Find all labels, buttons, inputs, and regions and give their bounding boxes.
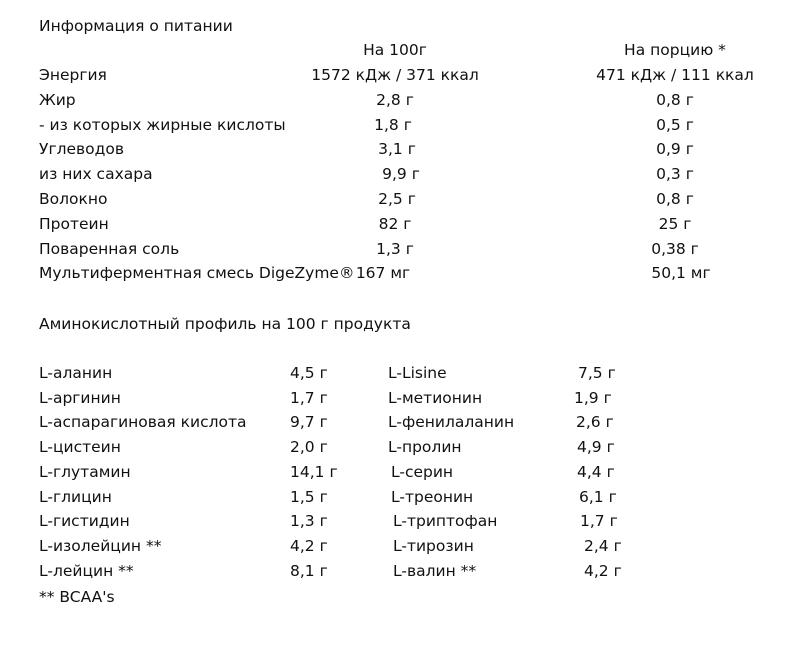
- amino-left-name: L-глицин: [39, 488, 112, 506]
- amino-left-name: L-аспарагиновая кислота: [39, 413, 247, 431]
- amino-left-value: 4,2 г: [290, 537, 328, 555]
- amino-left-value: 4,5 г: [290, 364, 328, 382]
- nutrition-row-per100: 9,9 г: [382, 165, 420, 183]
- amino-left-name: L-гистидин: [39, 512, 130, 530]
- amino-right-value: 4,2 г: [584, 562, 622, 580]
- amino-right-name: L-фенилаланин: [388, 413, 515, 431]
- nutrition-row-serving: 0,38 г: [651, 240, 699, 258]
- amino-left-name: L-изолейцин **: [39, 537, 162, 555]
- nutrition-row-name: Энергия: [39, 66, 107, 84]
- nutrition-row-name: из них сахара: [39, 165, 153, 183]
- amino-right-name: L-пролин: [388, 438, 462, 456]
- amino-right-name: L-триптофан: [393, 512, 498, 530]
- nutrition-row-serving: 471 кДж / 111 ккал: [596, 66, 754, 84]
- amino-left-name: L-цистеин: [39, 438, 121, 456]
- nutrition-row-serving: 0,9 г: [656, 140, 694, 158]
- amino-left-name: L-аргинин: [39, 389, 121, 407]
- nutrition-row-name: Жир: [39, 91, 76, 109]
- amino-left-name: L-аланин: [39, 364, 113, 382]
- amino-left-name: L-глутамин: [39, 463, 131, 481]
- nutrition-row-per100: 1,3 г: [376, 240, 414, 258]
- nutrition-row-name: Углеводов: [39, 140, 124, 158]
- nutrition-row-per100: 3,1 г: [378, 140, 416, 158]
- nutrition-row-serving: 0,8 г: [656, 190, 694, 208]
- amino-left-value: 8,1 г: [290, 562, 328, 580]
- amino-left-value: 2,0 г: [290, 438, 328, 456]
- amino-right-name: L-тирозин: [393, 537, 474, 555]
- amino-right-name: L-валин **: [393, 562, 477, 580]
- nutrition-row-per100: 167 мг: [355, 264, 411, 282]
- amino-right-name: L-Lisine: [388, 364, 447, 382]
- amino-right-value: 4,4 г: [577, 463, 615, 481]
- amino-right-name: L-метионин: [388, 389, 483, 407]
- nutrition-row-serving: 0,3 г: [656, 165, 694, 183]
- amino-right-value: 2,4 г: [584, 537, 622, 555]
- nutrition-row-serving: 25 г: [658, 215, 692, 233]
- nutrition-row-per100: 82 г: [378, 215, 412, 233]
- amino-right-name: L-треонин: [391, 488, 474, 506]
- amino-left-value: 1,7 г: [290, 389, 328, 407]
- nutrition-row-name: Поваренная соль: [39, 240, 180, 258]
- nutrition-row-name: Волокно: [39, 190, 108, 208]
- column-header-per-100g: На 100г: [363, 41, 427, 59]
- nutrition-row-per100: 1572 кДж / 371 ккал: [311, 66, 479, 84]
- amino-left-value: 9,7 г: [290, 413, 328, 431]
- nutrition-row-name: - из которых жирные кислоты: [39, 116, 286, 134]
- nutrition-row-per100: 2,5 г: [378, 190, 416, 208]
- amino-left-value: 14,1 г: [290, 463, 338, 481]
- amino-left-value: 1,3 г: [290, 512, 328, 530]
- nutrition-row-per100: 1,8 г: [374, 116, 412, 134]
- amino-left-name: L-лейцин **: [39, 562, 134, 580]
- amino-left-value: 1,5 г: [290, 488, 328, 506]
- nutrition-row-serving: 50,1 мг: [651, 264, 711, 282]
- nutrition-row-name: Протеин: [39, 215, 109, 233]
- amino-right-name: L-серин: [391, 463, 454, 481]
- amino-right-value: 2,6 г: [576, 413, 614, 431]
- amino-right-value: 1,9 г: [574, 389, 612, 407]
- amino-title: Аминокислотный профиль на 100 г продукта: [39, 315, 411, 333]
- nutrition-row-serving: 0,8 г: [656, 91, 694, 109]
- nutrition-row-serving: 0,5 г: [656, 116, 694, 134]
- amino-footnote: ** BCAA's: [39, 588, 115, 606]
- column-header-per-serving: На порцию *: [624, 41, 726, 59]
- nutrition-title: Информация о питании: [39, 17, 233, 35]
- amino-right-value: 7,5 г: [578, 364, 616, 382]
- amino-right-value: 1,7 г: [580, 512, 618, 530]
- nutrition-row-name: Мультиферментная смесь DigeZyme®: [39, 264, 355, 282]
- amino-right-value: 4,9 г: [577, 438, 615, 456]
- amino-right-value: 6,1 г: [579, 488, 617, 506]
- nutrition-row-per100: 2,8 г: [376, 91, 414, 109]
